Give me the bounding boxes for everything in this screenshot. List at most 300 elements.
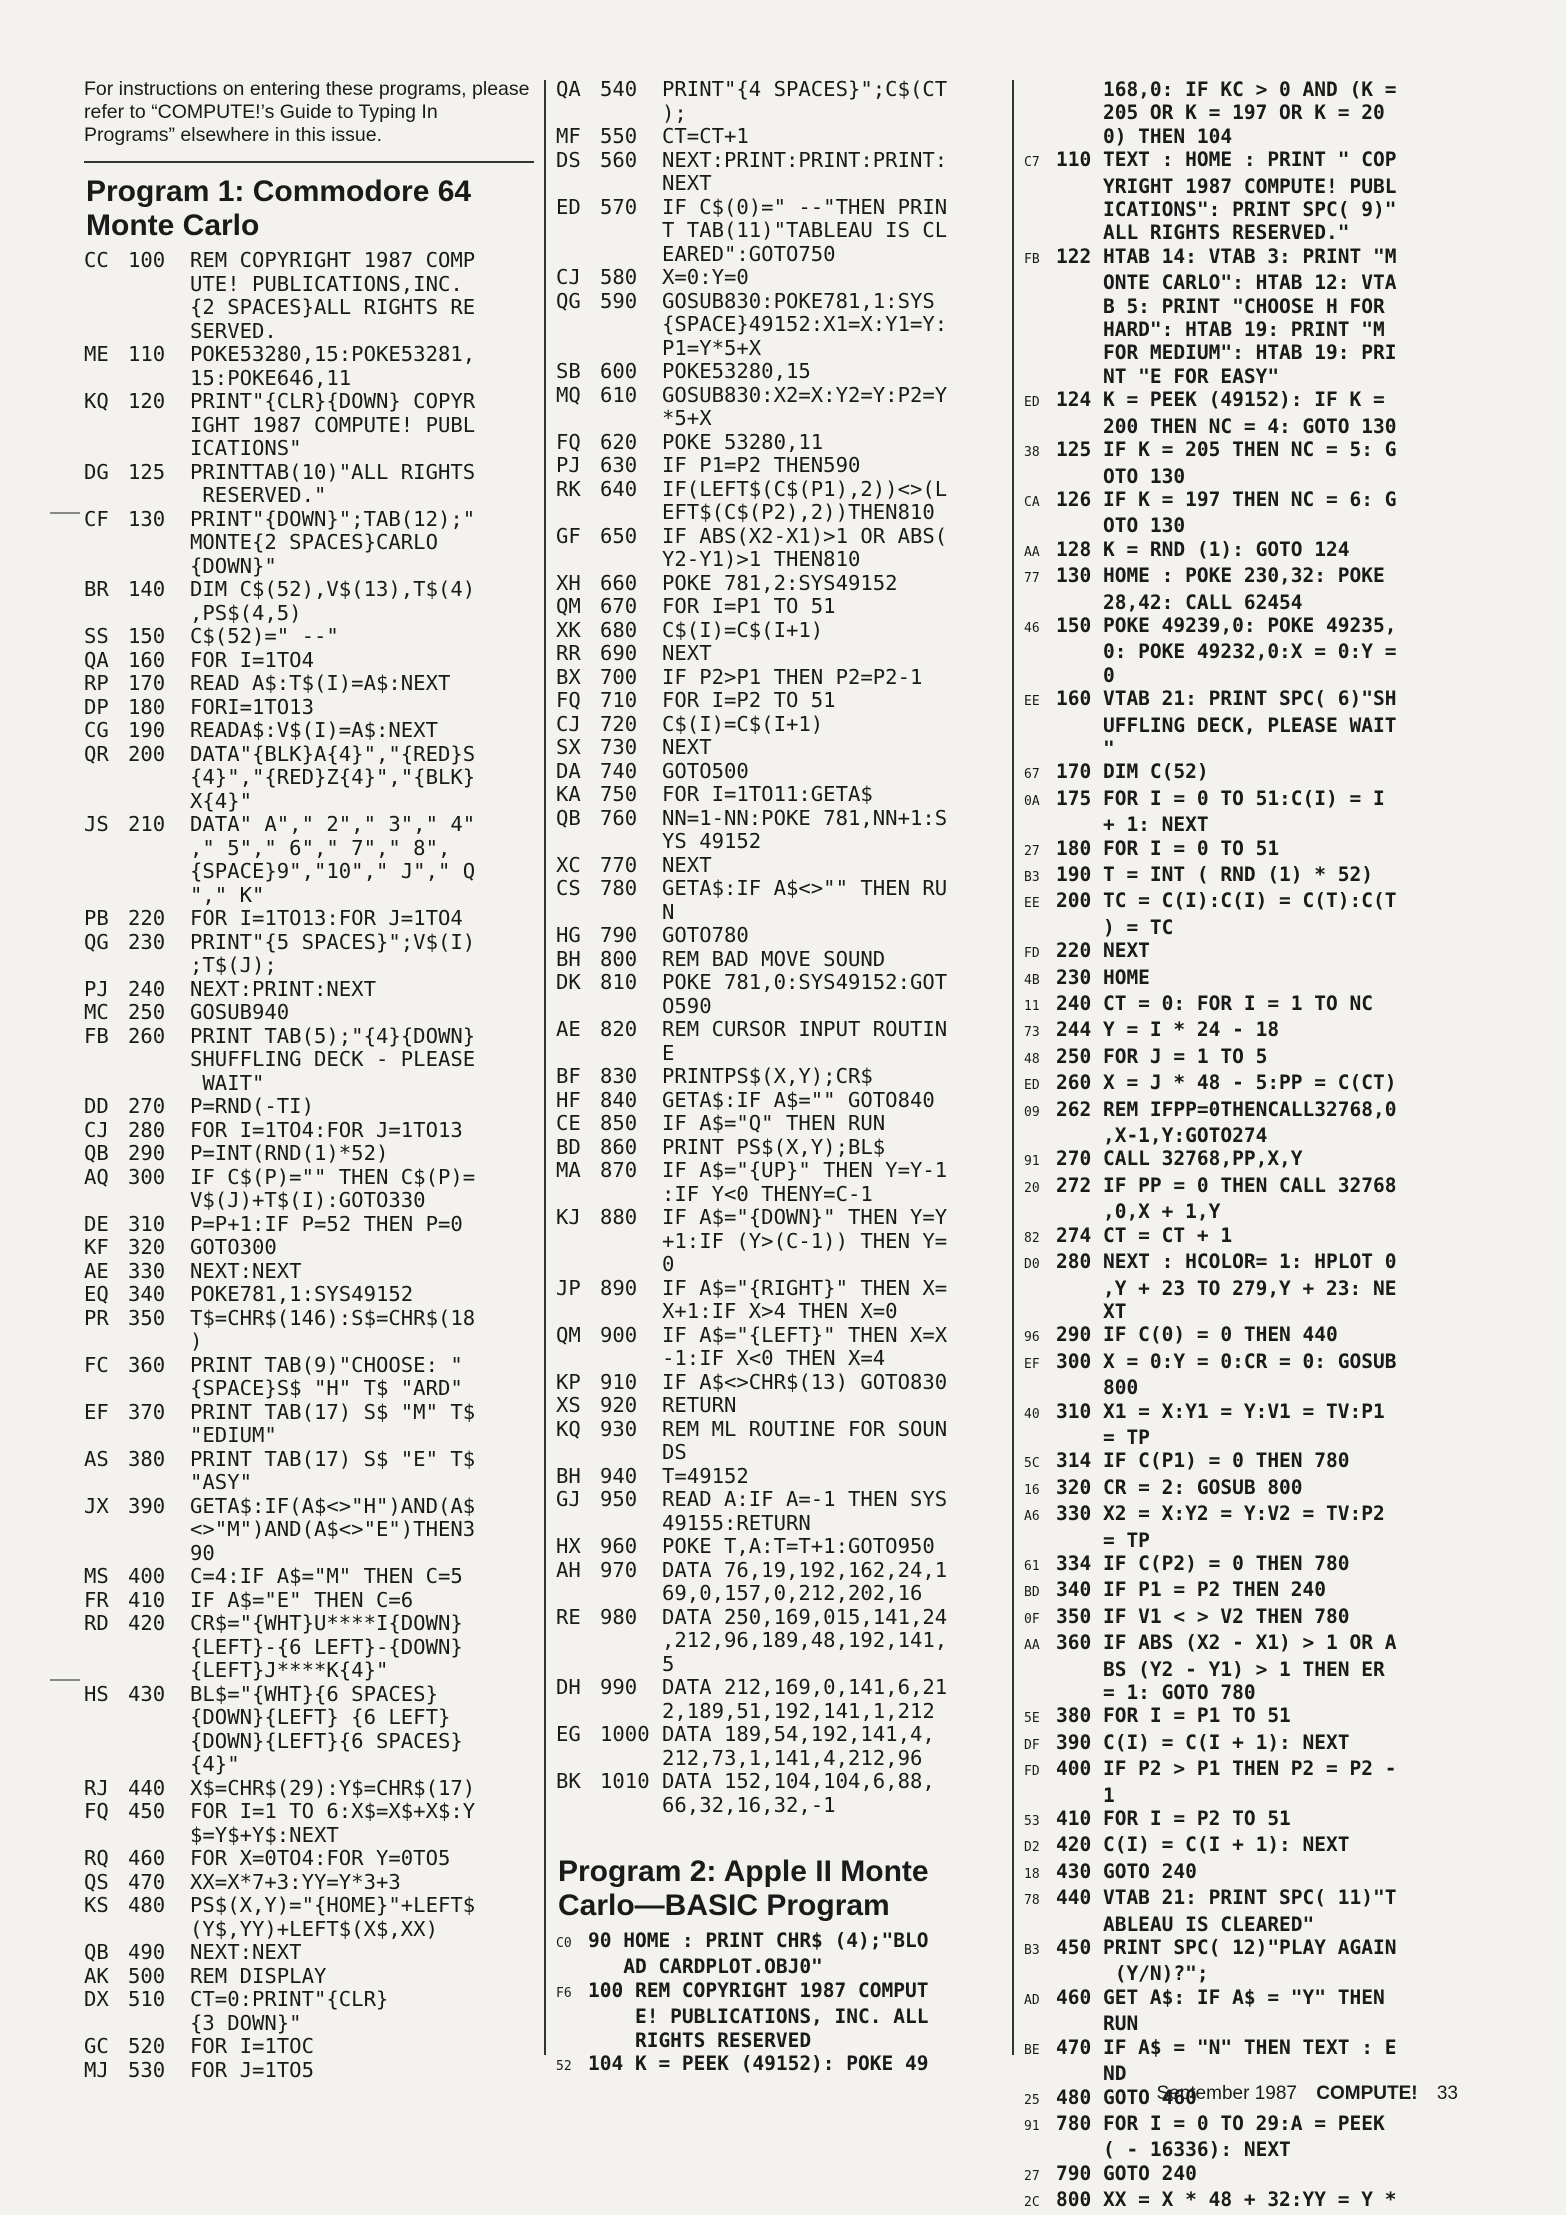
checksum: QB bbox=[84, 1141, 109, 1165]
checksum bbox=[1024, 1277, 1056, 1300]
code-text: 210 DATA" A"," 2"," 3"," 4" bbox=[128, 812, 476, 836]
checksum: RD bbox=[84, 1611, 109, 1635]
code-line bbox=[556, 1089, 984, 1113]
code-text: 620 POKE 53280,11 bbox=[600, 429, 824, 454]
code-text: B 5: PRINT "CHOOSE H FOR bbox=[1056, 294, 1385, 318]
checksum bbox=[556, 313, 600, 337]
checksum bbox=[84, 1918, 128, 1942]
code-text: ONTE CARLO": HTAB 12: VTA bbox=[1056, 271, 1397, 295]
code-line bbox=[84, 437, 534, 461]
code-text: 540 PRINT"{4 SPACES}";C$(CT bbox=[600, 77, 948, 101]
code-text: 290 IF C(0) = 0 THEN 440 bbox=[1056, 1323, 1338, 1347]
checksum: PB bbox=[84, 906, 109, 930]
code-line bbox=[84, 696, 534, 720]
code-text: 450 FOR I=1 TO 6:X$=X$+X$:Y bbox=[128, 1799, 476, 1823]
code-line bbox=[556, 1042, 984, 1066]
code-line bbox=[1024, 318, 1472, 341]
code-line bbox=[1024, 1784, 1472, 1807]
code-line bbox=[1024, 245, 1472, 271]
code-line bbox=[84, 1448, 534, 1472]
checksum bbox=[84, 1377, 128, 1401]
code-line bbox=[84, 1330, 534, 1354]
code-text: 570 IF C$(0)=" --"THEN PRIN bbox=[600, 194, 948, 219]
checksum: KQ bbox=[556, 1416, 581, 1441]
code-line bbox=[556, 1371, 984, 1395]
checksum bbox=[1024, 2062, 1056, 2085]
checksum: QR bbox=[84, 741, 109, 766]
code-text: DS bbox=[600, 1440, 687, 1464]
checksum bbox=[1024, 1200, 1056, 1223]
code-line bbox=[1024, 1124, 1472, 1147]
code-text: 250 FOR J = 1 TO 5 bbox=[1056, 1044, 1268, 1068]
code-line bbox=[556, 666, 984, 690]
code-text: 780 FOR I = 0 TO 29:A = PEEK bbox=[1056, 2111, 1385, 2135]
checksum: AH bbox=[556, 1557, 581, 1582]
code-line bbox=[556, 219, 984, 243]
checksum: ED bbox=[1024, 395, 1040, 411]
code-text: 750 FOR I=1TO11:GETA$ bbox=[600, 782, 873, 806]
code-text: 930 REM ML ROUTINE FOR SOUN bbox=[600, 1416, 948, 1441]
checksum: FB bbox=[84, 1023, 109, 1048]
code-line bbox=[1024, 1578, 1472, 1604]
checksum bbox=[556, 548, 600, 572]
code-line bbox=[1024, 564, 1472, 590]
code-line bbox=[1024, 837, 1472, 863]
code-text: ); bbox=[600, 100, 687, 125]
checksum bbox=[1024, 2138, 1056, 2161]
code-line bbox=[556, 1955, 984, 1978]
checksum: HS bbox=[84, 1681, 109, 1706]
code-text: XT bbox=[1056, 1299, 1127, 1323]
checksum: C0 bbox=[556, 1936, 572, 1951]
checksum: CA bbox=[1024, 494, 1040, 510]
code-line bbox=[84, 1025, 534, 1049]
checksum bbox=[84, 320, 128, 344]
code-line bbox=[84, 1072, 534, 1096]
checksum bbox=[1024, 1681, 1056, 1704]
code-line bbox=[1024, 863, 1472, 889]
checksum: DS bbox=[556, 147, 581, 172]
checksum: 2C bbox=[1024, 2195, 1040, 2211]
code-text: 920 RETURN bbox=[600, 1393, 737, 1417]
checksum: 48 bbox=[1024, 1051, 1040, 1067]
code-line bbox=[1024, 1350, 1472, 1376]
checksum: PJ bbox=[556, 453, 581, 477]
code-line bbox=[556, 149, 984, 173]
checksum bbox=[1024, 125, 1056, 148]
code-text: {4}" bbox=[128, 1752, 240, 1776]
code-line bbox=[84, 531, 534, 555]
checksum: A6 bbox=[1024, 1509, 1040, 1525]
code-line bbox=[1024, 2036, 1472, 2062]
code-line bbox=[556, 1418, 984, 1442]
code-line bbox=[1024, 1224, 1472, 1250]
code-text: 310 P=P+1:IF P=52 THEN P=0 bbox=[128, 1211, 463, 1236]
code-text: 950 READ A:IF A=-1 THEN SYS bbox=[600, 1487, 948, 1511]
checksum: CJ bbox=[84, 1117, 109, 1142]
checksum: PR bbox=[84, 1305, 109, 1330]
code-text: ICATIONS" bbox=[128, 436, 302, 460]
code-line bbox=[1024, 992, 1472, 1018]
code-text: 220 NEXT bbox=[1056, 939, 1150, 963]
code-text: 800 REM BAD MOVE SOUND bbox=[600, 946, 886, 971]
code-text: 0 bbox=[1056, 663, 1115, 687]
code-line bbox=[84, 649, 534, 673]
code-text: 140 DIM C$(52),V$(13),T$(4) bbox=[128, 577, 476, 601]
checksum: MC bbox=[84, 1000, 109, 1024]
code-line bbox=[1024, 101, 1472, 124]
checksum bbox=[1024, 271, 1056, 294]
checksum bbox=[1024, 1300, 1056, 1323]
code-text: 126 IF K = 197 THEN NC = 6: G bbox=[1056, 487, 1397, 511]
code-text: E! PUBLICATIONS, INC. ALL bbox=[588, 2005, 929, 2029]
code-line bbox=[84, 1166, 534, 1190]
checksum: 18 bbox=[1024, 1866, 1040, 1882]
checksum bbox=[84, 1730, 128, 1754]
code-line bbox=[1024, 1913, 1472, 1936]
code-text: = TP bbox=[1056, 1528, 1150, 1552]
checksum bbox=[1024, 175, 1056, 198]
code-line bbox=[556, 901, 984, 925]
code-text: (Y$,YY)+LEFT$(X$,XX) bbox=[128, 1916, 438, 1941]
code-text: 690 NEXT bbox=[600, 641, 712, 665]
code-line bbox=[1024, 438, 1472, 464]
checksum: JP bbox=[556, 1275, 581, 1300]
code-line bbox=[1024, 2138, 1472, 2161]
checksum: DF bbox=[1024, 1737, 1040, 1753]
code-text: 980 DATA 250,169,015,141,24 bbox=[600, 1604, 948, 1629]
code-line bbox=[1024, 1018, 1472, 1044]
checksum: CJ bbox=[556, 711, 581, 736]
code-line bbox=[1024, 1300, 1472, 1323]
code-text: 69,0,157,0,212,202,16 bbox=[600, 1581, 923, 1605]
code-text: 200 THEN NC = 4: GOTO 130 bbox=[1056, 414, 1397, 438]
checksum: AA bbox=[1024, 544, 1040, 560]
checksum bbox=[84, 1471, 128, 1495]
code-text: 280 NEXT : HCOLOR= 1: HPLOT 0 bbox=[1056, 1250, 1397, 1274]
code-line bbox=[84, 813, 534, 837]
code-line bbox=[84, 790, 534, 814]
checksum: BH bbox=[556, 946, 581, 971]
checksum bbox=[556, 1042, 600, 1066]
code-text: 400 C=4:IF A$="M" THEN C=5 bbox=[128, 1564, 463, 1588]
code-text: YS 49152 bbox=[600, 829, 762, 853]
code-line bbox=[84, 1189, 534, 1213]
code-line bbox=[1024, 415, 1472, 438]
checksum: XC bbox=[556, 852, 581, 877]
code-text: 15:POKE646,11 bbox=[128, 365, 352, 390]
checksum: D2 bbox=[1024, 1840, 1040, 1856]
checksum: MJ bbox=[84, 2057, 109, 2082]
checksum: 5C bbox=[1024, 1456, 1040, 1472]
code-text: 5 bbox=[600, 1651, 675, 1676]
code-text: 1000 DATA 189,54,192,141,4, bbox=[600, 1722, 935, 1746]
code-text: 850 IF A$="Q" THEN RUN bbox=[600, 1111, 886, 1135]
code-text: 100 REM COPYRIGHT 1987 COMPUT bbox=[588, 1978, 929, 2002]
code-text: 175 FOR I = 0 TO 51:C(I) = I bbox=[1056, 786, 1385, 810]
code-text: "," K" bbox=[128, 882, 265, 907]
code-line bbox=[1024, 538, 1472, 564]
checksum: 67 bbox=[1024, 767, 1040, 783]
code-line bbox=[556, 2029, 984, 2052]
checksum: 38 bbox=[1024, 445, 1040, 461]
checksum bbox=[556, 1629, 600, 1653]
code-line bbox=[556, 1535, 984, 1559]
code-line bbox=[1024, 1200, 1472, 1223]
checksum: RQ bbox=[84, 1846, 109, 1870]
checksum: KA bbox=[556, 782, 581, 806]
code-line bbox=[556, 525, 984, 549]
margin-mark bbox=[50, 512, 80, 514]
code-line bbox=[1024, 687, 1472, 713]
checksum: 0F bbox=[1024, 1611, 1040, 1627]
code-text: 820 REM CURSOR INPUT ROUTIN bbox=[600, 1017, 948, 1041]
code-text: 120 PRINT"{CLR}{DOWN} COPYR bbox=[128, 389, 476, 413]
code-text: $=Y$+Y$:NEXT bbox=[128, 1822, 339, 1847]
checksum: 0A bbox=[1024, 793, 1040, 809]
code-text: 710 FOR I=P2 TO 51 bbox=[600, 688, 836, 712]
checksum: FB bbox=[1024, 251, 1040, 267]
checksum bbox=[556, 337, 600, 361]
code-text: 240 CT = 0: FOR I = 1 TO NC bbox=[1056, 992, 1373, 1016]
column-3 bbox=[1024, 78, 1472, 2215]
checksum: BD bbox=[556, 1134, 581, 1159]
checksum: ED bbox=[556, 194, 581, 219]
code-line bbox=[556, 172, 984, 196]
code-text: 410 FOR I = P2 TO 51 bbox=[1056, 1807, 1291, 1831]
checksum: 4B bbox=[1024, 972, 1040, 988]
code-text: (Y/N)?"; bbox=[1056, 1962, 1209, 1986]
code-text: 370 PRINT TAB(17) S$ "M" T$ bbox=[128, 1399, 476, 1424]
checksum bbox=[84, 273, 128, 297]
code-line bbox=[84, 1589, 534, 1613]
checksum bbox=[1024, 640, 1056, 663]
code-line bbox=[84, 484, 534, 508]
code-line bbox=[84, 672, 534, 696]
code-text: 910 IF A$<>CHR$(13) GOTO830 bbox=[600, 1369, 948, 1394]
checksum bbox=[84, 860, 128, 884]
code-line bbox=[556, 1183, 984, 1207]
checksum: AE bbox=[84, 1258, 109, 1283]
code-text: ," 5"," 6"," 7"," 8", bbox=[128, 835, 451, 860]
code-text: ;T$(J); bbox=[128, 953, 277, 977]
code-text: 660 POKE 781,2:SYS49152 bbox=[600, 570, 898, 595]
code-line bbox=[1024, 2012, 1472, 2035]
code-line bbox=[556, 78, 984, 102]
checksum: 91 bbox=[1024, 1154, 1040, 1170]
checksum bbox=[556, 1700, 600, 1724]
code-line bbox=[84, 1871, 534, 1895]
code-line bbox=[84, 1659, 534, 1683]
code-line bbox=[84, 2035, 534, 2059]
code-text: T TAB(11)"TABLEAU IS CL bbox=[600, 218, 948, 242]
code-text: 470 IF A$ = "N" THEN TEXT : E bbox=[1056, 2035, 1397, 2059]
code-line bbox=[1024, 1449, 1472, 1475]
code-text: FOR MEDIUM": HTAB 19: PRI bbox=[1056, 341, 1397, 365]
code-line bbox=[1024, 966, 1472, 992]
code-line bbox=[1024, 1704, 1472, 1730]
code-text: ICATIONS": PRINT SPC( 9)" bbox=[1056, 198, 1397, 222]
code-line bbox=[556, 1929, 984, 1955]
code-line bbox=[1024, 125, 1472, 148]
checksum: RP bbox=[84, 671, 109, 695]
checksum: MS bbox=[84, 1564, 109, 1588]
code-text: 420 C(I) = C(I + 1): NEXT bbox=[1056, 1833, 1350, 1857]
code-text: 1 bbox=[1056, 1783, 1115, 1807]
code-line bbox=[1024, 1731, 1472, 1757]
code-line bbox=[556, 2005, 984, 2028]
code-text: RESERVED." bbox=[128, 483, 327, 507]
code-line bbox=[556, 1394, 984, 1418]
checksum: 11 bbox=[1024, 999, 1040, 1015]
code-text: EARED":GOTO750 bbox=[600, 241, 836, 266]
checksum bbox=[556, 172, 600, 196]
code-text: 272 IF PP = 0 THEN CALL 32768 bbox=[1056, 1173, 1397, 1197]
checksum: XS bbox=[556, 1393, 581, 1417]
code-line bbox=[1024, 1681, 1472, 1704]
checksum: BR bbox=[84, 577, 109, 601]
code-text: 66,32,16,32,-1 bbox=[600, 1792, 836, 1817]
code-line bbox=[556, 1559, 984, 1583]
code-line bbox=[556, 619, 984, 643]
code-text: 274 CT = CT + 1 bbox=[1056, 1223, 1233, 1247]
checksum bbox=[84, 1424, 128, 1448]
checksum: 27 bbox=[1024, 2168, 1040, 2184]
footer-brand: COMPUTE! bbox=[1316, 2083, 1418, 2104]
code-text: 270 P=RND(-TI) bbox=[128, 1094, 314, 1118]
code-line bbox=[1024, 295, 1472, 318]
code-text: 440 VTAB 21: PRINT SPC( 11)"T bbox=[1056, 1886, 1397, 1910]
code-line bbox=[84, 978, 534, 1002]
code-text: ( - 16336): NEXT bbox=[1056, 2138, 1291, 2162]
code-text: 1010 DATA 152,104,104,6,88, bbox=[600, 1769, 935, 1793]
code-line bbox=[1024, 1962, 1472, 1985]
code-line bbox=[84, 461, 534, 485]
code-text: Y2-Y1)>1 THEN810 bbox=[600, 547, 861, 571]
code-line bbox=[84, 2059, 534, 2083]
code-text: 420 CR$="{WHT}U****I{DOWN} bbox=[128, 1611, 463, 1635]
code-text: 580 X=0:Y=0 bbox=[600, 265, 749, 289]
checksum bbox=[1024, 1376, 1056, 1399]
code-text: EFT$(C$(P2),2))THEN810 bbox=[600, 500, 935, 524]
checksum: 91 bbox=[1024, 2118, 1040, 2134]
code-line bbox=[556, 1488, 984, 1512]
code-line bbox=[556, 971, 984, 995]
checksum: DP bbox=[84, 694, 109, 719]
checksum bbox=[1024, 415, 1056, 438]
checksum: AS bbox=[84, 1446, 109, 1471]
code-line bbox=[556, 713, 984, 737]
code-text: 630 IF P1=P2 THEN590 bbox=[600, 453, 861, 477]
checksum bbox=[1024, 78, 1056, 101]
code-line bbox=[556, 125, 984, 149]
code-line bbox=[1024, 1807, 1472, 1833]
code-text: 160 FOR I=1TO4 bbox=[128, 647, 314, 672]
code-text: 790 GOTO 240 bbox=[1056, 2161, 1197, 2185]
checksum: BF bbox=[556, 1064, 581, 1088]
checksum: 09 bbox=[1024, 1104, 1040, 1120]
code-line bbox=[1024, 1833, 1472, 1859]
checksum: FD bbox=[1024, 1764, 1040, 1780]
checksum bbox=[556, 102, 600, 126]
checksum bbox=[556, 2029, 588, 2052]
checksum: XH bbox=[556, 570, 581, 595]
checksum: FQ bbox=[556, 429, 581, 454]
code-line bbox=[1024, 1631, 1472, 1657]
code-line bbox=[1024, 488, 1472, 514]
code-text: 300 IF C$(P)="" THEN C$(P)= bbox=[128, 1164, 476, 1189]
code-line bbox=[1024, 198, 1472, 221]
code-text: 300 X = 0:Y = 0:CR = 0: GOSUB bbox=[1056, 1349, 1397, 1373]
checksum bbox=[1024, 221, 1056, 244]
code-text: OTO 130 bbox=[1056, 464, 1186, 488]
code-text: 260 PRINT TAB(5);"{4}{DOWN} bbox=[128, 1023, 476, 1048]
code-line bbox=[1024, 1323, 1472, 1349]
checksum: QG bbox=[84, 929, 109, 954]
checksum bbox=[84, 296, 128, 320]
code-text: 990 DATA 212,169,0,141,6,21 bbox=[600, 1675, 948, 1699]
code-line bbox=[556, 830, 984, 854]
margin-mark bbox=[50, 1679, 80, 1681]
code-text: 244 Y = I * 24 - 18 bbox=[1056, 1018, 1280, 1042]
checksum: QM bbox=[556, 594, 581, 618]
code-text: 900 IF A$="{LEFT}" THEN X=X bbox=[600, 1322, 948, 1347]
code-line bbox=[1024, 2188, 1472, 2214]
checksum bbox=[84, 1542, 128, 1566]
code-text: 530 FOR J=1TO5 bbox=[128, 2057, 314, 2082]
code-text: 460 GET A$: IF A$ = "Y" THEN bbox=[1056, 1985, 1385, 2009]
checksum: CS bbox=[556, 876, 581, 900]
code-line bbox=[556, 431, 984, 455]
code-line bbox=[84, 296, 534, 320]
code-line bbox=[84, 1894, 534, 1918]
code-text: 960 POKE T,A:T=T+1:GOTO950 bbox=[600, 1534, 935, 1558]
checksum: 82 bbox=[1024, 1230, 1040, 1246]
code-text: {4}","{RED}Z{4}","{BLK} bbox=[128, 765, 476, 789]
code-text: 90 bbox=[128, 1540, 215, 1565]
code-text: 200 TC = C(I):C(I) = C(T):C(T bbox=[1056, 889, 1397, 913]
checksum: RE bbox=[556, 1604, 581, 1629]
code-text: O590 bbox=[600, 993, 712, 1018]
code-line bbox=[556, 1723, 984, 1747]
code-text: NT "E FOR EASY" bbox=[1056, 364, 1280, 388]
checksum bbox=[1024, 664, 1056, 687]
checksum bbox=[556, 1347, 600, 1371]
code-text: {DOWN}{LEFT} {6 LEFT} bbox=[128, 1705, 451, 1729]
code-text: 650 IF ABS(X2-X1)>1 OR ABS( bbox=[600, 523, 948, 548]
checksum bbox=[1024, 1124, 1056, 1147]
checksum: QM bbox=[556, 1322, 581, 1347]
code-text: 310 X1 = X:Y1 = Y:V1 = TV:P1 bbox=[1056, 1399, 1385, 1423]
code-text: 870 IF A$="{UP}" THEN Y=Y-1 bbox=[600, 1158, 948, 1182]
code-line bbox=[556, 102, 984, 126]
code-text: + 1: NEXT bbox=[1056, 813, 1209, 837]
code-line bbox=[556, 1747, 984, 1771]
checksum bbox=[84, 1072, 128, 1096]
checksum bbox=[84, 1636, 128, 1660]
code-text: WAIT" bbox=[128, 1070, 265, 1095]
checksum: 46 bbox=[1024, 620, 1040, 636]
code-line bbox=[84, 931, 534, 955]
checksum bbox=[84, 1048, 128, 1072]
code-line bbox=[556, 407, 984, 431]
code-text: 810 POKE 781,0:SYS49152:GOT bbox=[600, 970, 948, 994]
code-text: NEXT bbox=[600, 171, 712, 195]
code-line bbox=[84, 578, 534, 602]
code-text: 840 GETA$:IF A$="" GOTO840 bbox=[600, 1087, 935, 1112]
code-line bbox=[1024, 271, 1472, 294]
code-line bbox=[84, 1377, 534, 1401]
